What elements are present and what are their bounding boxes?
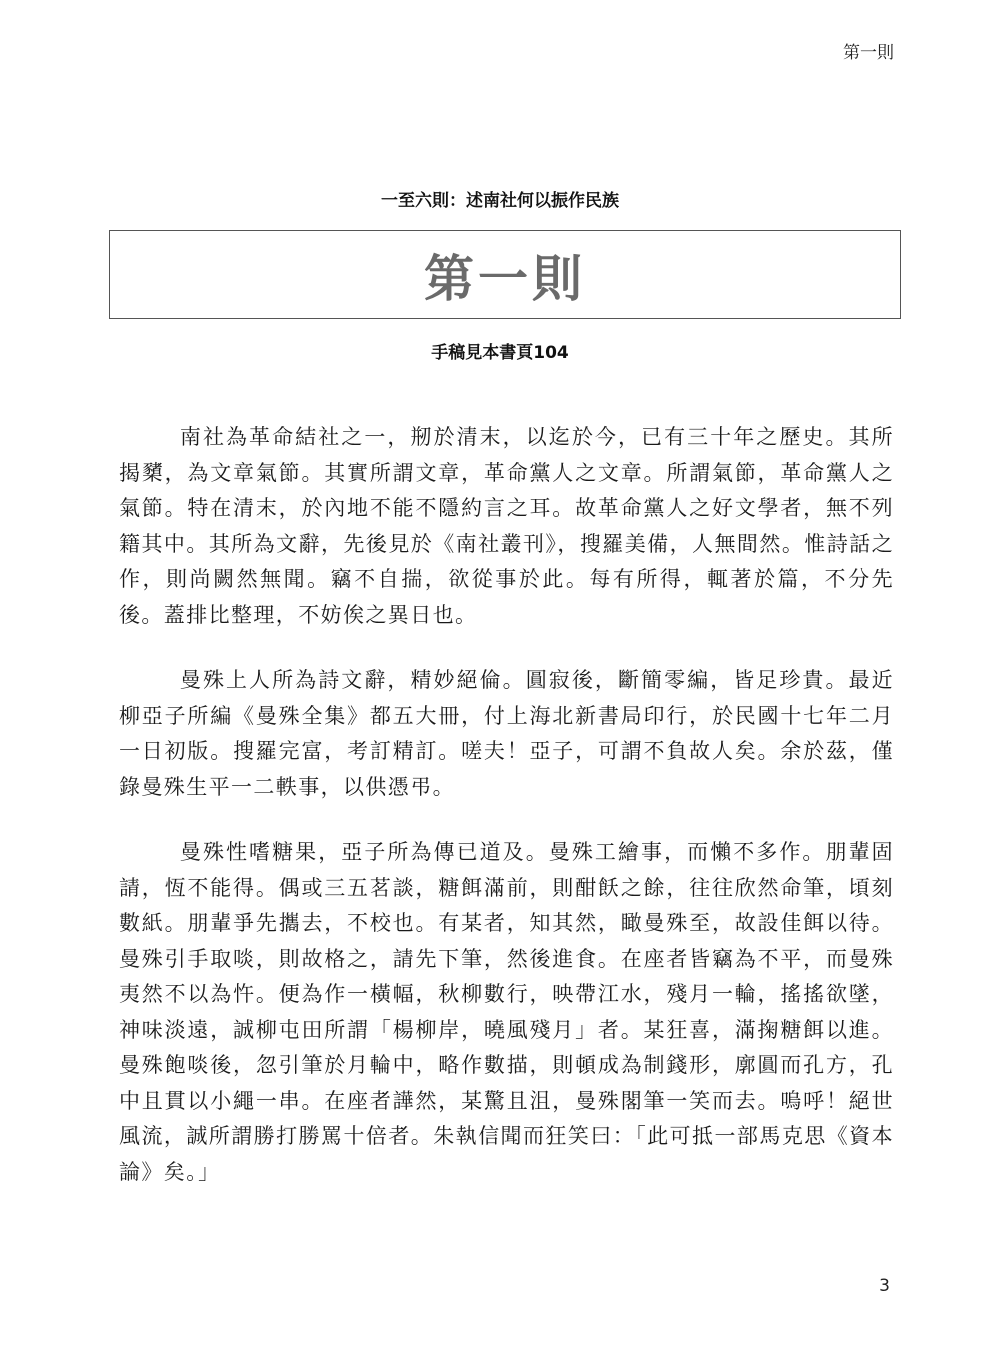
body-text <box>119 420 894 1220</box>
paragraph-3: 曼殊性嗜糖果，亞子所為傳已道及。曼殊工繪事，而懶不多作。朋輩固請，恆不能得。偶或三五茗談，糖餌滿前，則酣飫之餘，往往欣然命筆，頃刻數紙。朋輩爭先攜去，不校也。有某者，知其然，瞰曼殊至，故設佳餌以待。曼殊引手取啖，則故格之，請先下筆，然後進食。在座者皆竊為不平，而曼殊夷然不以為忤。便為作一橫幅，秋柳數行，映帶江水，殘月一輪，搖搖欲墜，神味淡遠，誠柳屯田所謂「楊柳岸，曉風殘月」者。某狂喜，滿掬糖餌以進。曼殊飽啖後，忽引筆於月輪中，略作數描，則頓成為制錢形，廓圓而孔方，孔中且貫以小繩一串。在座者譁然，某驚且沮，曼殊閣筆一笑而去。嗚呼！絕世風流，誠所謂勝打勝罵十倍者。朱執信聞而狂笑曰：「此可抵一部馬克思《資本論》矣。」 <box>119 840 894 1184</box>
chapter-title: 第一則 <box>424 248 586 308</box>
running-header: 第一則 <box>843 43 894 63</box>
paragraph-2: 曼殊上人所為詩文辭，精妙絕倫。圓寂後，斷簡零編，皆足珍貴。最近柳亞子所編《曼殊全集》都五大冊，付上海北新書局印行，於民國十七年二月一日初版。搜羅完富，考訂精訂。嗟夫！亞子，可謂不負故人矣。余於茲，僅錄曼殊生平一二軼事，以供憑弔。 <box>119 668 894 799</box>
paragraph-1: 南社為革命結社之一，剏於清末，以迄於今，已有三十年之歷史。其所揭櫫，為文章氣節。其實所謂文章，革命黨人之文章。所謂氣節，革命黨人之氣節。特在清末，於內地不能不隱約言之耳。故革命黨人之好文學者，無不列籍其中。其所為文辭，先後見於《南社叢刊》，搜羅美備，人無間然。惟詩話之作，則尚闕然無聞。竊不自揣，欲從事於此。每有所得，輒著於篇，不分先後。蓋排比整理，不妨俟之異日也。 <box>119 425 894 627</box>
chapter-title-box <box>109 230 901 319</box>
manuscript-note: 手稿見本書頁104 <box>431 343 569 363</box>
page-number: 3 <box>879 1276 890 1296</box>
section-label: 一至六則：述南社何以振作民族 <box>381 191 619 211</box>
